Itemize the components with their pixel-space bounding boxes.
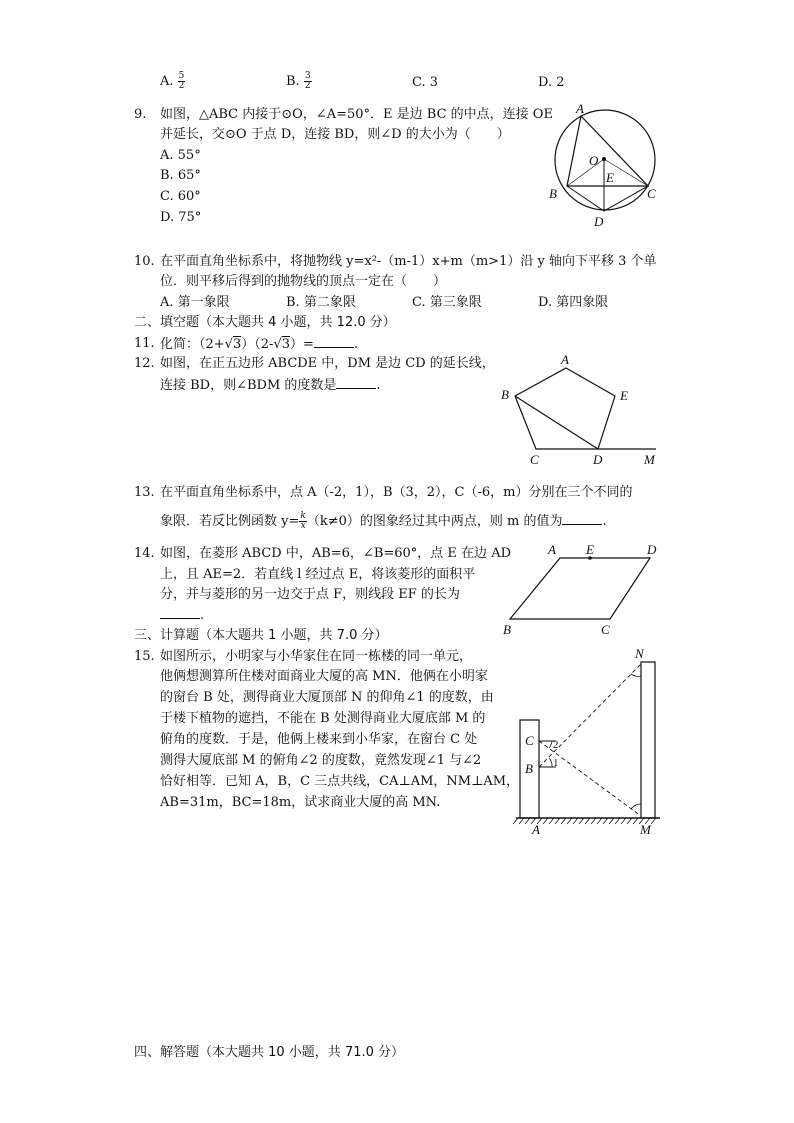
q13-line1: 在平面直角坐标系中，点 A（-2，1），B（3，2），C（-6，m）分别在三个不同的 (160, 485, 633, 500)
q12-answer-blank[interactable] (336, 376, 376, 389)
q10-option-d: D. 第四象限 (538, 295, 609, 310)
q14-line3: 分，并与菱形的另一边交于点 F，则线段 EF 的长为 (160, 587, 460, 602)
q15-label-n: N (635, 646, 644, 661)
q8-option-c: C. 3 (412, 75, 439, 90)
q14-label-b: B (503, 622, 511, 637)
q8-option-b: B. $\frac{3}{2}$ (286, 71, 311, 91)
q14-line4: . (160, 606, 204, 624)
q10-option-c: C. 第三象限 (412, 295, 482, 310)
q14-number: 14. (134, 546, 155, 561)
q15-line6: 测得大厦底部 M 的俯角∠2 的度数，竟然发现∠1 与∠2 (160, 753, 482, 768)
q15-label-angle-2: 2 (553, 739, 559, 751)
q11-answer-blank[interactable] (314, 335, 354, 348)
q12-pentagon-figure (496, 352, 666, 470)
q15-line7: 恰好相等．已知 A，B，C 三点共线，CA⊥AM，NM⊥AM， (160, 774, 520, 789)
q10-number: 10. (134, 254, 155, 269)
q9-label-b: B (549, 186, 557, 201)
q9-circle-figure (540, 100, 670, 235)
q8-option-a-fraction: $\frac{5}{2}$ (178, 71, 185, 91)
q14-line1: 如图，在菱形 ABCD 中，AB=6，∠B=60°，点 E 在边 AD (160, 546, 512, 561)
q12-label-a: A (561, 352, 569, 367)
q12-label-c: C (530, 452, 539, 467)
q14-label-a: A (548, 542, 556, 557)
q15-label-m: M (640, 822, 651, 837)
q10-option-b: B. 第二象限 (286, 295, 356, 310)
q15-line8: AB=31m，BC=18m，试求商业大厦的高 MN. (160, 795, 441, 810)
q15-commercial-tower (641, 662, 655, 818)
q9-line1: 如图，△ABC 内接于⊙O，∠A=50°．E 是边 BC 的中点，连接 OE (160, 107, 553, 122)
q12-line1: 如图，在正五边形 ABCDE 中，DM 是边 CD 的延长线， (160, 356, 495, 371)
q11-number: 11. (134, 336, 155, 351)
q12-diagonal-bd (515, 396, 598, 449)
q13-number: 13. (134, 485, 155, 500)
q15-line4: 于楼下植物的遮挡，不能在 B 处测得商业大厦底部 M 的 (160, 711, 486, 726)
q14-rhombus (510, 558, 650, 619)
q12-line2: 连接 BD，则∠BDM 的度数是 . (160, 378, 381, 393)
q13-line2: 象限．若反比例函数 y= $\frac{k}{x}$ （k≠0）的图象经过其中两点，则 m 的值为 . (160, 511, 607, 531)
q14-label-e: E (586, 542, 594, 557)
q15-line1: 如图所示，小明家与小华家住在同一栋楼的同一单元， (160, 649, 473, 664)
q9-label-o: O (589, 153, 599, 168)
q13-answer-blank[interactable] (562, 512, 602, 525)
q12-pentagon (515, 368, 615, 449)
q15-angle-arc-n (631, 674, 641, 676)
q8-option-b-fraction: $\frac{3}{2}$ (304, 71, 311, 91)
q12-label-e: E (620, 388, 628, 403)
q12-label-d: D (593, 452, 603, 467)
q15-line2: 他俩想测算所住楼对面商业大厦的高 MN．他俩在小明家 (160, 669, 488, 684)
q15-label-b: B (525, 761, 533, 776)
q15-sight-line-bn (539, 664, 641, 767)
q14-line2: 上，且 AE=2．若直线 l 经过点 E，将该菱形的面积平 (160, 567, 476, 582)
q9-option-b: B. 65° (160, 168, 201, 183)
q9-label-e: E (606, 170, 614, 185)
q9-option-c: C. 60° (160, 189, 201, 204)
q15-label-a: A (532, 822, 540, 837)
q14-answer-blank[interactable] (160, 606, 200, 619)
q12-number: 12. (134, 356, 155, 371)
q11-expression: 化简：（2+√3）（2-√3）= . (160, 337, 359, 352)
q8-option-a: A. $\frac{5}{2}$ (160, 71, 185, 91)
q13-fraction-k-over-x: $\frac{k}{x}$ (300, 511, 306, 531)
q15-label-angle-1: 1 (553, 757, 559, 769)
q9-label-d: D (594, 214, 604, 229)
section-4-heading: 四、解答题（本大题共 10 小题，共 71.0 分） (134, 1045, 405, 1060)
q15-buildings-figure (510, 644, 670, 840)
q9-label-c: C (647, 186, 656, 201)
q15-angle-arc-m (631, 804, 641, 809)
q9-line2: 并延长，交⊙O 于点 D，连接 BD，则∠D 的大小为（ ） (160, 127, 510, 142)
q9-option-d: D. 75° (160, 210, 202, 225)
q15-label-c: C (525, 733, 534, 748)
q15-number: 15. (134, 649, 155, 664)
q9-number: 9. (134, 107, 147, 122)
q15-sight-line-cm (539, 741, 641, 816)
section-2-heading: 二、填空题（本大题共 4 小题，共 12.0 分） (134, 315, 396, 330)
q14-rhombus-figure (498, 540, 668, 640)
q12-label-b: B (501, 387, 509, 402)
q10-line2: 位．则平移后得到的抛物线的顶点一定在（ ） (160, 274, 447, 289)
q14-label-c: C (601, 622, 610, 637)
q9-label-a: A (576, 101, 584, 116)
q9-segment-bd (567, 186, 648, 211)
q12-label-m: M (644, 452, 655, 467)
q10-option-a: A. 第一象限 (160, 295, 230, 310)
q8-option-d: D. 2 (538, 75, 565, 90)
q9-center-dot (602, 157, 606, 161)
q15-line3: 的窗台 B 处，测得商业大厦顶部 N 的仰角∠1 的度数，由 (160, 690, 494, 705)
q15-angle-arc-1 (549, 758, 552, 767)
q9-option-a: A. 55° (160, 148, 201, 163)
q9-segment-ob (567, 159, 604, 186)
q10-line1: 在平面直角坐标系中，将抛物线 y=x²-（m-1）x+m（m>1）沿 y 轴向下平移 3 个单 (160, 254, 657, 269)
q15-line5: 俯角的度数．于是，他俩上楼来到小华家，在窗台 C 处 (160, 732, 478, 747)
q14-label-d: D (647, 542, 657, 557)
q15-angle-arc-2 (549, 741, 552, 748)
section-3-heading: 三、计算题（本大题共 1 小题，共 7.0 分） (134, 628, 388, 643)
